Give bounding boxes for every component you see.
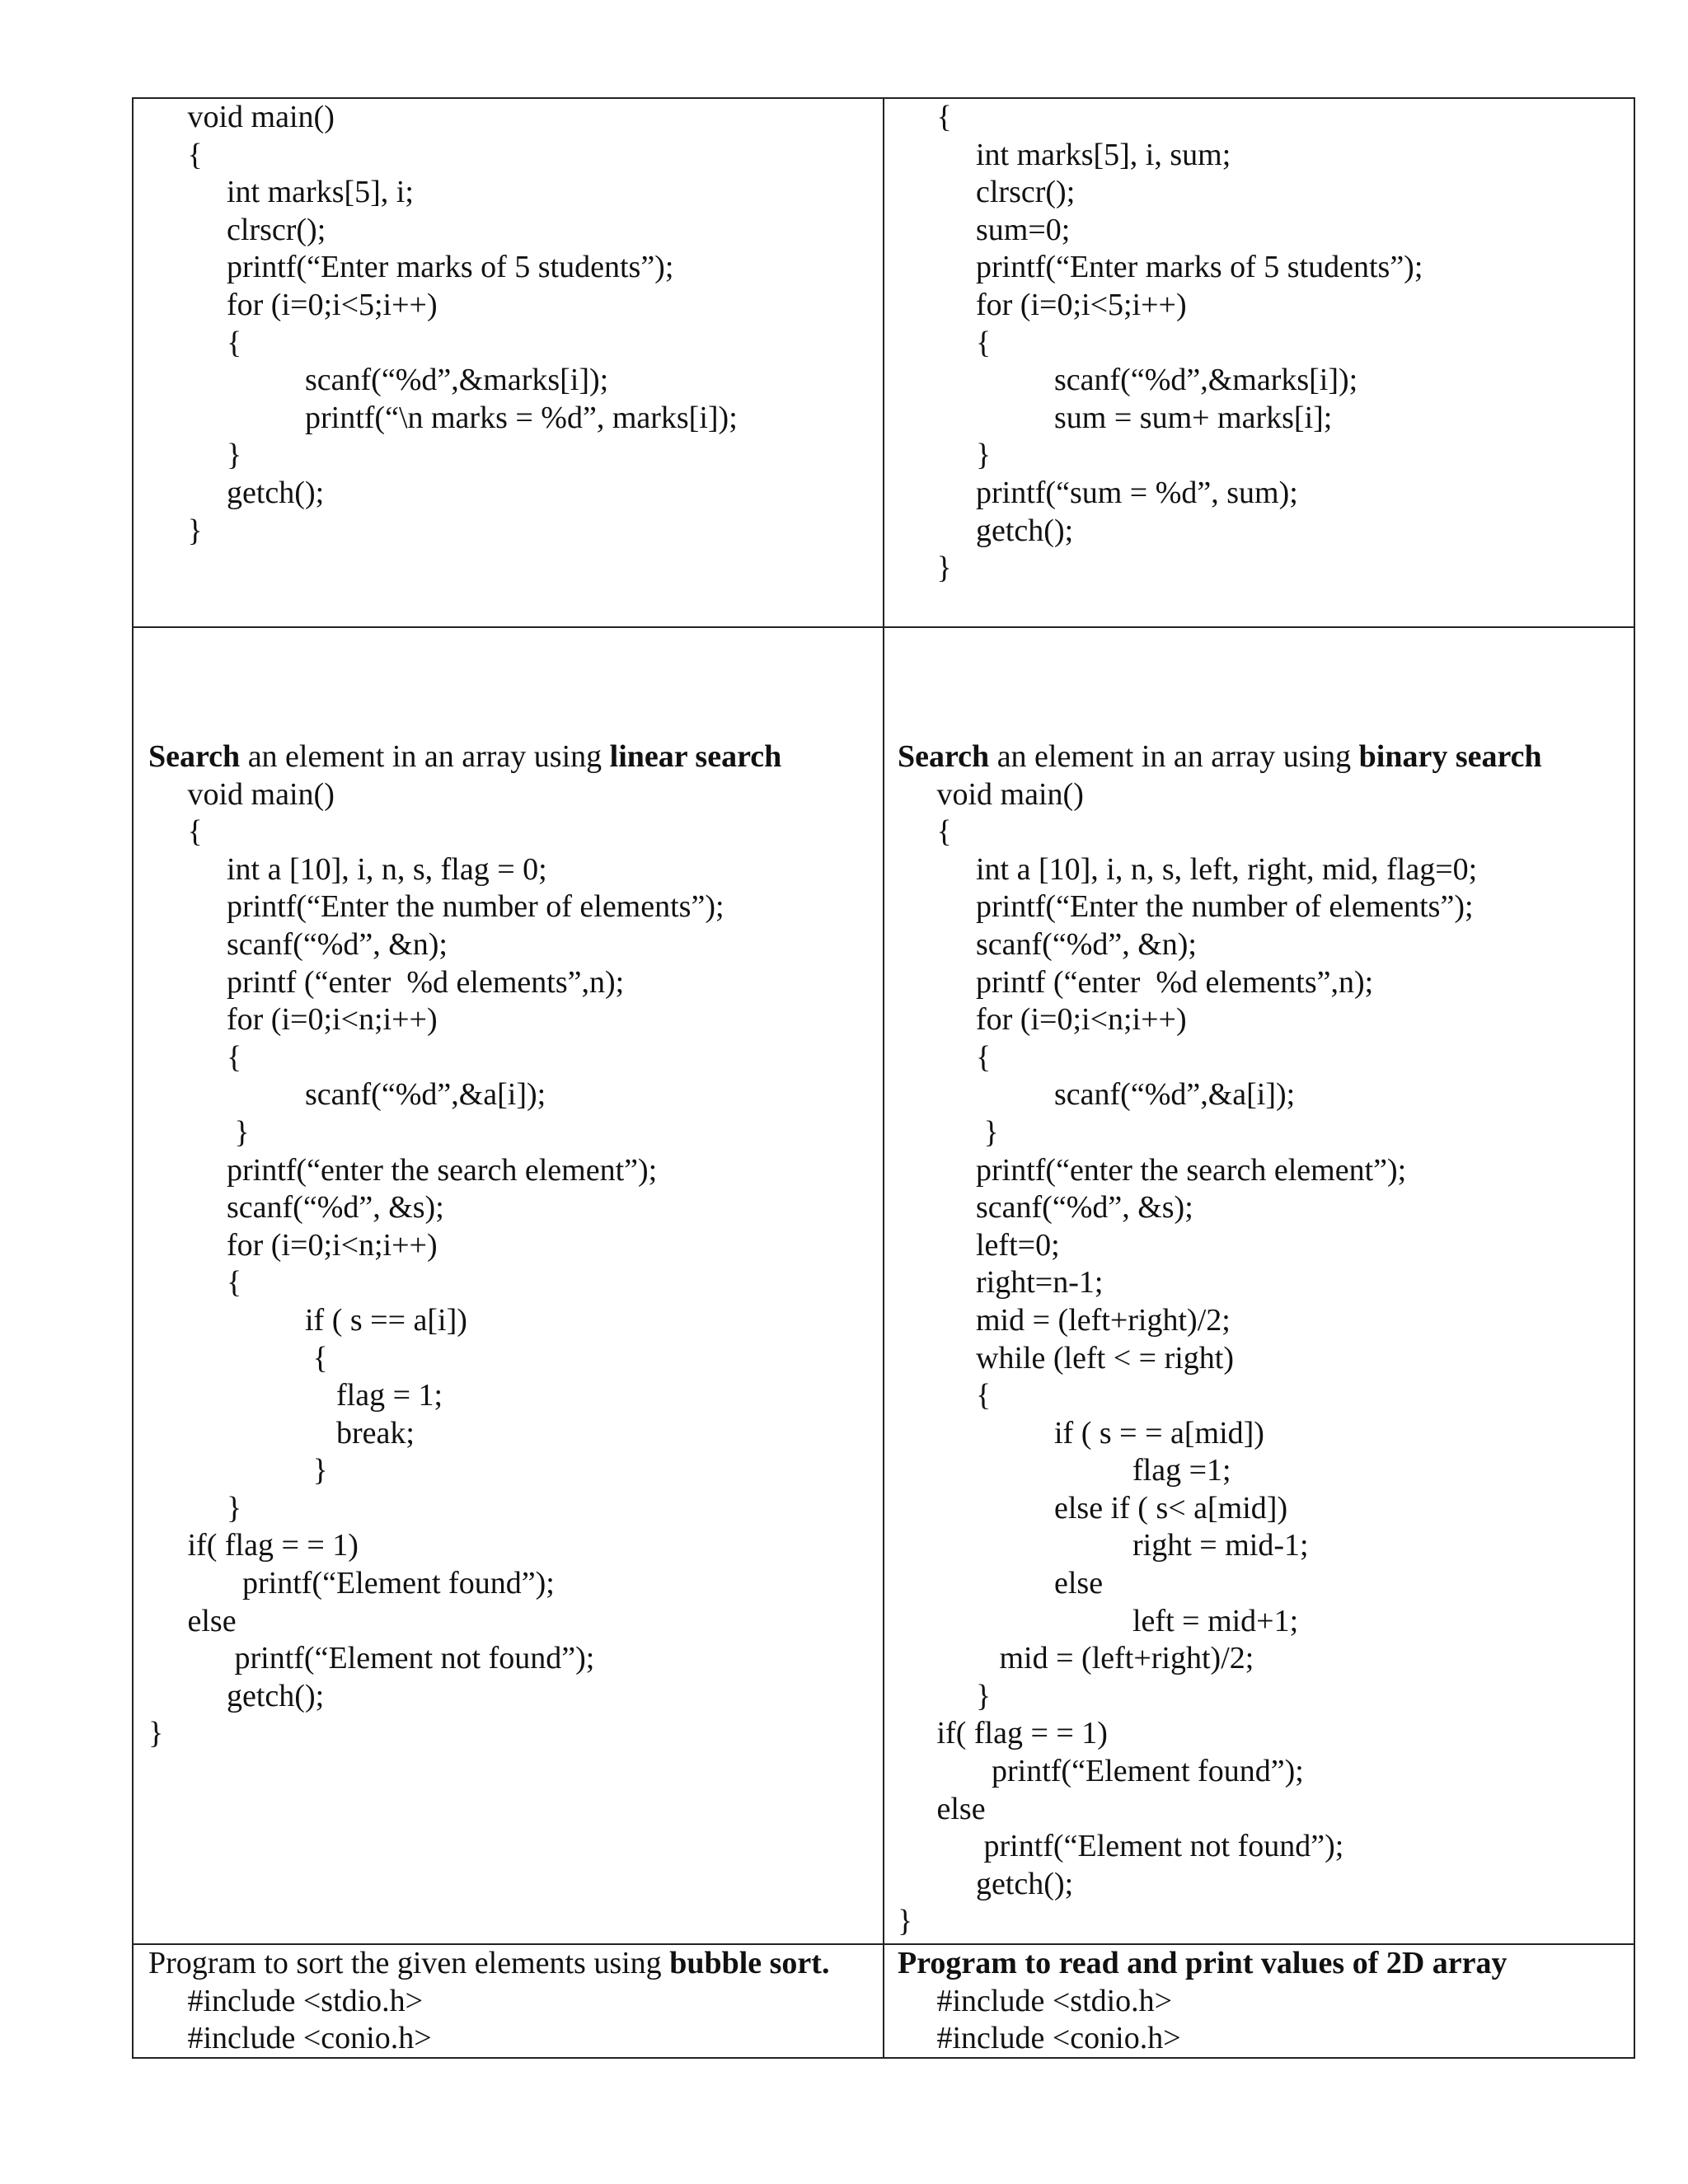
cell-bubble-sort: [148, 1945, 829, 2058]
row-divider-1: [134, 626, 1634, 628]
cell-sum-marks: [898, 99, 1423, 588]
code-block: void main() { int a [10], i, n, s, flag = 0; printf(“Enter the number of elements”); scanf(“%d”, &n); printf (“enter %d elements”,n); for (i=0;i<n;i++) { scanf(“%d”,&a[i]); } printf(“enter the search element”); scanf(“%d”, &s); for (i=0;i<n;i++) { if ( s == a[i]) { flag = 1; break; } } if( flag = = 1) printf(“Element found”); else printf(“Element not found”); getch(); }: [148, 776, 724, 1751]
cell-binary-search: [898, 738, 1542, 1941]
code-block: { int marks[5], i, sum; clrscr(); sum=0; printf(“Enter marks of 5 students”); for (i=0;i<5;i++) { scanf(“%d”,&marks[i]); sum = sum+ marks[i]; } printf(“sum = %d”, sum); getch(); }: [936, 100, 1423, 586]
cell-linear-search: [148, 738, 781, 1753]
section-heading: Program to read and print values of 2D array: [898, 1946, 1507, 1980]
code-block: #include <stdio.h> #include <conio.h>: [187, 1983, 432, 2056]
section-heading: Program to sort the given elements using bubble sort.: [148, 1946, 830, 1980]
code-block: void main() { int marks[5], i; clrscr(); printf(“Enter marks of 5 students”); for (i=0;i<5;i++) { scanf(“%d”,&marks[i]); printf(“\n marks = %d”, marks[i]); } getch(); }: [187, 100, 738, 548]
section-heading: Search an element in an array using binary search: [898, 739, 1542, 774]
code-block: void main() { int a [10], i, n, s, left, right, mid, flag=0; printf(“Enter the number of elements”); scanf(“%d”, &n); printf (“enter %d elements”,n); for (i=0;i<n;i++) { scanf(“%d”,&a[i]); } printf(“enter the search element”); scanf(“%d”, &s); left=0; right=n-1; mid = (left+right)/2; while (left < = right) { if ( s = = a[mid]) flag =1; else if ( s< a[mid]) right = mid-1; else left = mid+1; mid = (left+right)/2; } if( flag = = 1) printf(“Element found”); else printf(“Element not found”); getch(); }: [898, 776, 1478, 1939]
section-heading: Search an element in an array using linear search: [148, 739, 782, 774]
code-table: [132, 97, 1635, 2059]
column-divider: [883, 99, 884, 2057]
cell-print-marks: [148, 99, 738, 550]
code-block: #include <stdio.h> #include <conio.h>: [936, 1983, 1181, 2056]
cell-2d-array: [898, 1945, 1507, 2058]
